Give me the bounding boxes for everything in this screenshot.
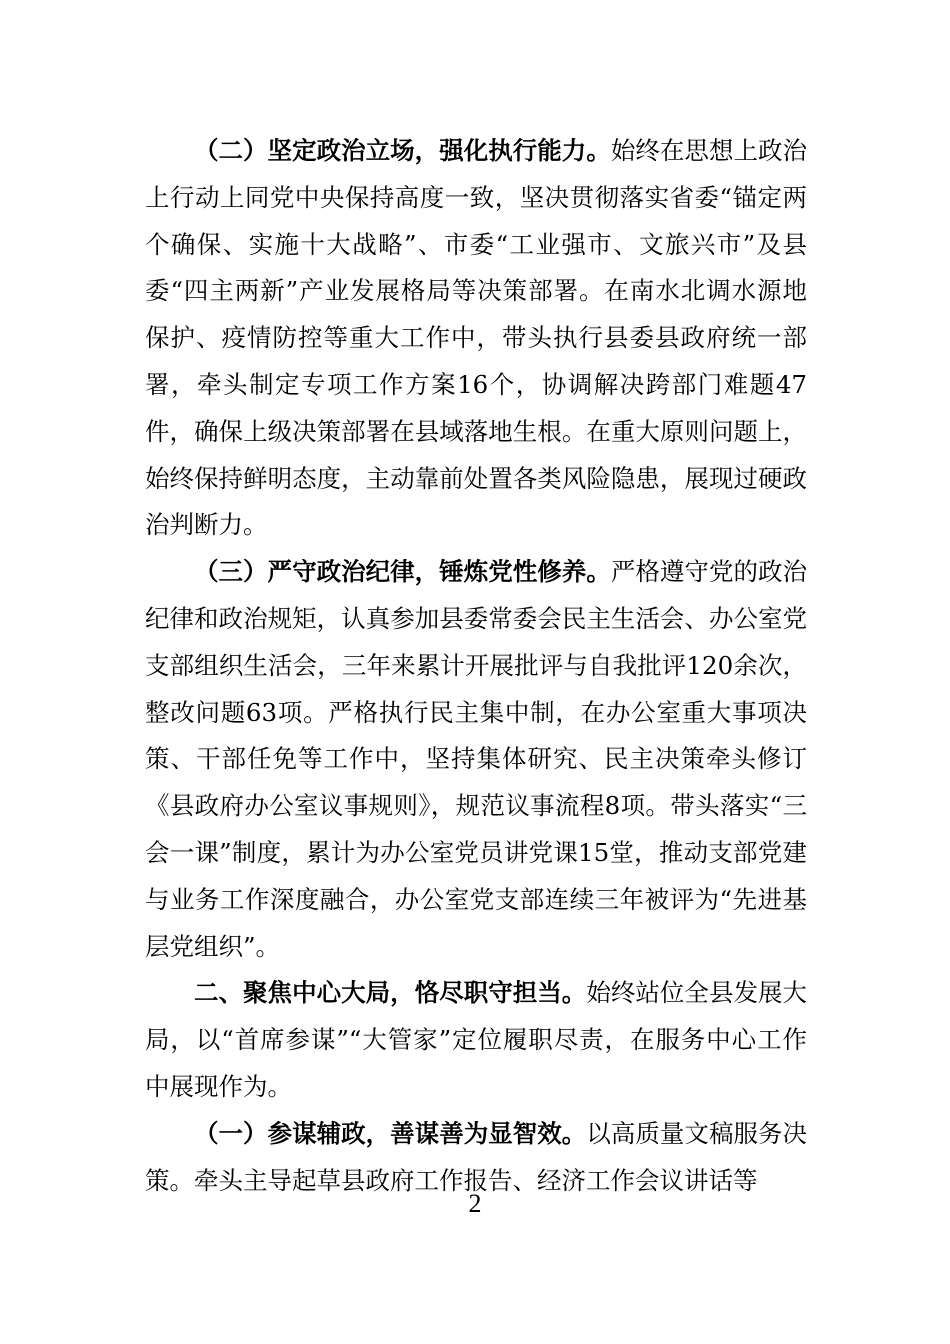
paragraph-text: 严格遵守党的政治纪律和政治规矩，认真参加县委常委会民主生活会、办公室党支部组织生活会，三年来累计开展批评与自我批评120余次，整改问题63项。严格执行民主集中制，在办公室重大事项决策、干部任免等工作中，坚持集体研究、民主决策牵头修订《县政府办公室议事规则》，规范议事流程8项。带头落实“三会一课”制度，累计为办公室党员讲党课15堂，推动支部党建与业务工作深度融合，办公室党支部连续三年被评为“先进基层党组织”。 (145, 557, 808, 961)
paragraph-political-discipline (145, 549, 807, 970)
paragraph-lead: （二）坚定政治立场，强化执行能力。 (194, 136, 611, 165)
document-body (145, 128, 807, 1204)
paragraph-lead: （一）参谋辅政，善谋善为显智效。 (194, 1118, 587, 1148)
page-number: 2 (468, 1189, 482, 1218)
paragraph-political-stance (145, 128, 807, 549)
section-heading-lead: 二、聚焦中心大局，恪尽职守担当。 (194, 978, 587, 1008)
section-heading-two (145, 970, 807, 1110)
paragraph-text: 始终站位全县发展大局，以“首席参谋”“大管家”定位履职尽责，在服务中心工作中展现作为。 (145, 978, 808, 1101)
paragraph-lead: （三）严守政治纪律，锤炼党性修养。 (194, 557, 611, 587)
paragraph-text: 以高质量文稿服务决策。牵头主导起草县政府工作报告、经济工作会议讲话等 (145, 1118, 808, 1195)
paragraph-text: 始终在思想上政治上行动上同党中央保持高度一致，坚决贯彻落实省委“锚定两个确保、实施十大战略”、市委“工业强市、文旅兴市”及县委“四主两新”产业发展格局等决策部署。在南水北调水源地保护、疫情防控等重大工作中，带头执行县委县政府统一部署，牵头制定专项工作方案16个，协调解决跨部门难题47件，确保上级决策部署在县域落地生根。在重大原则问题上，始终保持鲜明态度，主动靠前处置各类风险隐患，展现过硬政治判断力。 (145, 136, 808, 540)
